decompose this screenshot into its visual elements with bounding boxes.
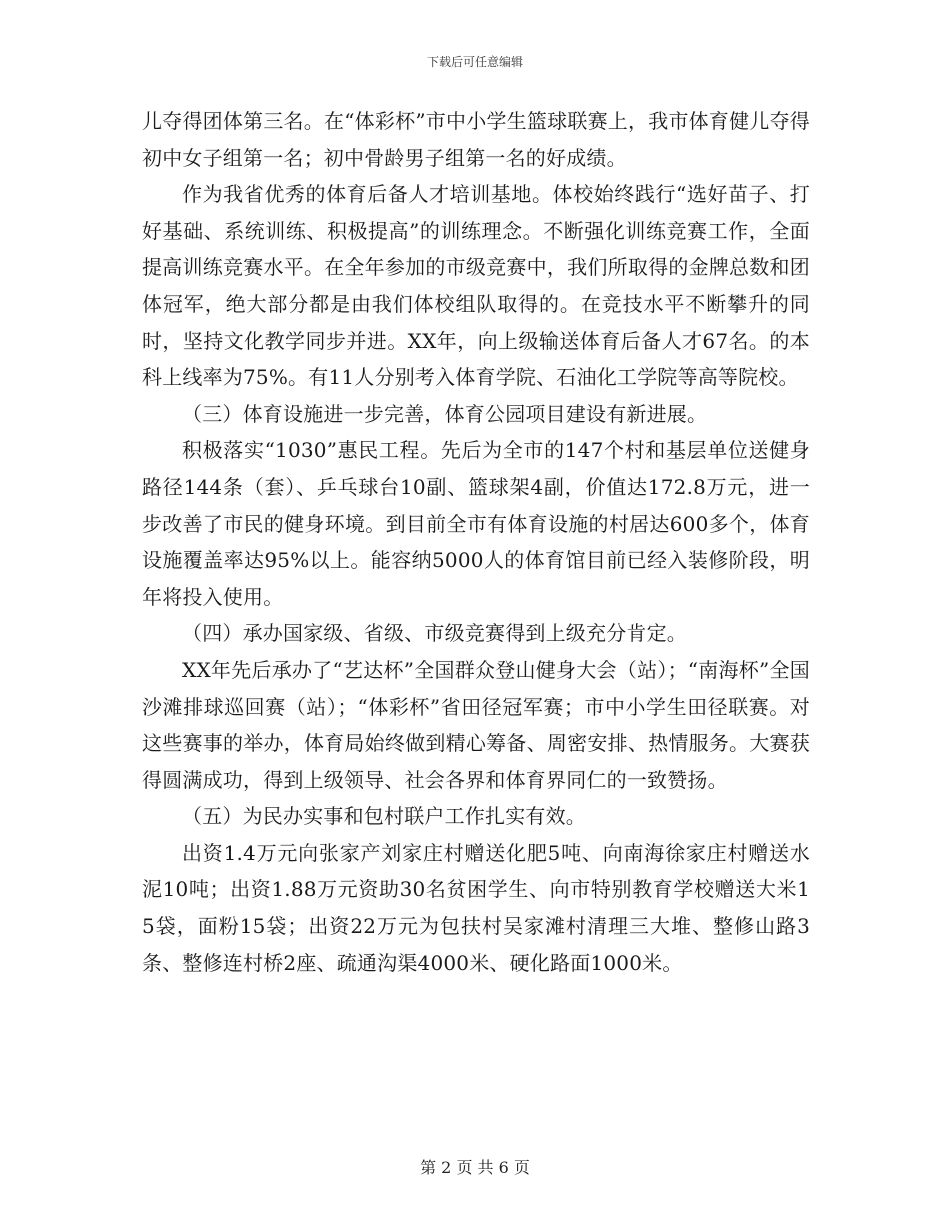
page-footer: 第 2 页 共 6 页	[420, 1158, 530, 1177]
paragraph-competitions: XX年先后承办了“艺达杯”全国群众登山健身大会（站）；“南海杯”全国沙滩排球巡回赛（站）；“体彩杯”省田径冠军赛；市中小学生田径联赛。对这些赛事的举办，体育局始终做到精心筹备、周密安排、热情服务。大赛获得圆满成功，得到上级领导、社会各界和体育界同仁的一致赞扬。	[142, 657, 810, 792]
paragraph-continuation: 儿夺得团体第三名。在“体彩杯”市中小学生篮球联赛上，我市体育健儿夺得初中女子组第一名；初中骨龄男子组第一名的好成绩。	[142, 109, 810, 170]
paragraph-public-service: 出资1.4万元向张家产刘家庄村赠送化肥5吨、向南海徐家庄村赠送水泥10吨；出资1.88万元资助30名贫困学生、向市特别教育学校赠送大米15袋，面粉15袋；出资22万元为包扶村吴家滩村清理三大堆、整修山路3条、整修连村桥2座、疏通沟渠4000米、硬化路面1000米。	[142, 840, 810, 975]
section-heading-competitions: （四）承办国家级、省级、市级竞赛得到上级充分肯定。	[182, 621, 687, 646]
page-header: 下载后可任意编辑	[426, 55, 523, 69]
section-heading-public-service: （五）为民办实事和包村联户工作扎实有效。	[182, 804, 586, 829]
paragraph-facilities: 积极落实“1030”惠民工程。先后为全市的147个村和基层单位送健身路径144条（套）、乒乓球台10副、篮球架4副，价值达172.8万元，进一步改善了市民的健身环境。到目前全市有体育设施的村居达600多个，体育设施覆盖率达95%以上。能容纳5000人的体育馆目前已经入装修阶段，明年将投入使用。	[142, 438, 810, 609]
section-heading-facilities: （三）体育设施进一步完善，体育公园项目建设有新进展。	[182, 401, 708, 426]
document-body	[142, 103, 810, 981]
paragraph-training-base: 作为我省优秀的体育后备人才培训基地。体校始终践行“选好苗子、打好基础、系统训练、积极提高”的训练理念。不断强化训练竞赛工作，全面提高训练竞赛水平。在全年参加的市级竞赛中，我们所取得的金牌总数和团体冠军，绝大部分都是由我们体校组队取得的。在竞技水平不断攀升的同时，坚持文化教学同步并进。XX年，向上级输送体育后备人才67名。的本科上线率为75%。有11人分别考入体育学院、石油化工学院等高等院校。	[142, 182, 810, 390]
